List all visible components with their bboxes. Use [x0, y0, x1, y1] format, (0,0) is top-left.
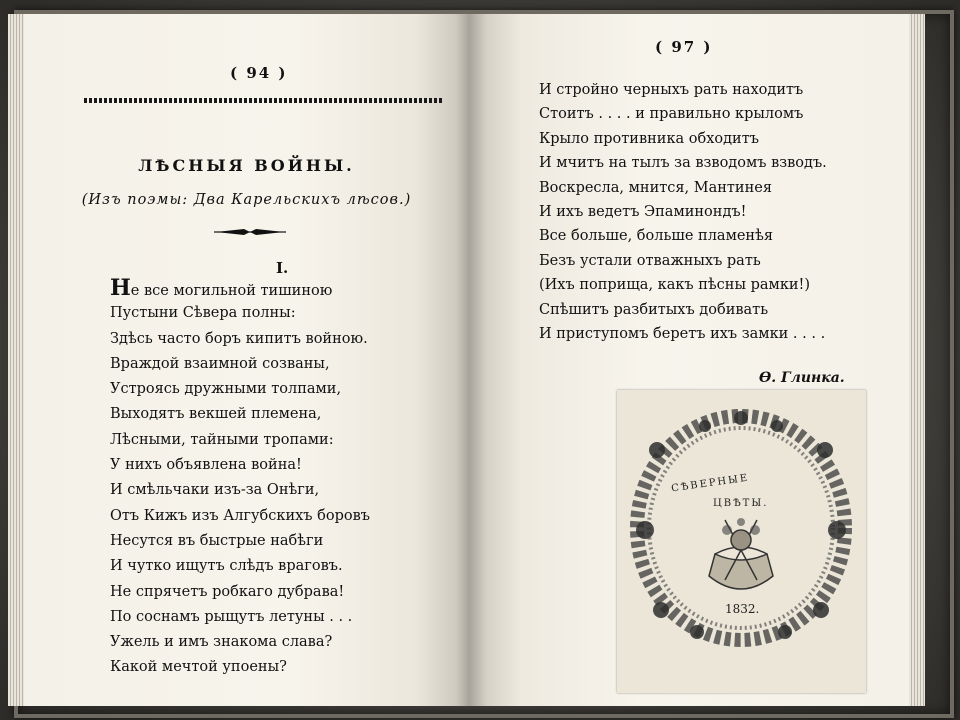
right-page-edges [909, 14, 925, 706]
poem-line: Воскресла, мнится, Мантинея [539, 179, 772, 196]
poem-line: Устроясь дружными толпами, [110, 381, 342, 398]
poem-line: Несутся въ быстрые набѣги [110, 532, 324, 549]
poem-line: Безъ устали отважныхъ рать [539, 252, 761, 269]
poem-line: Все больше, больше пламенѣя [539, 228, 773, 245]
section-number: I. [276, 259, 289, 277]
poem-line: И ихъ ведетъ Эпаминондъ! [539, 203, 747, 220]
poem-line: Крыло противника обходитъ [539, 130, 759, 147]
poem-line: И мчитъ на тылъ за взводомъ взводъ. [539, 155, 827, 172]
poem-line: Здѣсь часто боръ кипитъ войною. [110, 330, 368, 347]
poem-line: И чутко ищутъ слѣдъ враговъ. [110, 558, 343, 575]
drop-cap: Н [110, 275, 131, 301]
poem-lines-left [110, 276, 370, 681]
floral-wreath-illustration [617, 390, 866, 693]
poem-line: Не спрячетъ робкаго дубрава! [110, 583, 345, 600]
poem-line: (Ихъ поприща, какъ пѣсны рамки!) [539, 277, 811, 294]
author-signature: Ѳ. Глинка. [759, 370, 845, 386]
poem-line: По соснамъ рыщутъ летуны . . . [110, 608, 353, 625]
dotted-rule [84, 98, 444, 103]
left-page-edges [8, 14, 24, 706]
poem-line: Ужель и имъ знакома слава? [110, 634, 333, 651]
poem-line: Пустыни Сѣвера полны: [110, 305, 296, 322]
almanac-title-line2: ЦВѢТЫ. [713, 498, 769, 509]
poem-line: Выходятъ векшей племена, [110, 406, 322, 423]
left-page-number: ( 94 ) [230, 64, 288, 82]
poem-line: Отъ Кижъ изъ Алгубскихъ боровъ [110, 507, 370, 524]
almanac-title-line1: СѢВЕРНЫЕ [670, 472, 750, 495]
almanac-year: 1832. [725, 602, 760, 616]
ornament-rule [214, 225, 286, 239]
poem-line: И приступомъ беретъ ихъ замки . . . . [539, 325, 826, 342]
poem-line: И стройно черныхъ рать находитъ [539, 82, 804, 98]
poem-line: Враждой взаимной созваны, [110, 355, 330, 372]
almanac-cover-image [617, 390, 866, 693]
poem-line: Спѣшитъ разбитыхъ добивать [539, 301, 769, 318]
poem-line: Лѣсными, тайными тропами: [110, 431, 334, 448]
left-page [24, 14, 469, 706]
poem-line: Не все могильной тишиною [110, 275, 333, 301]
poem-lines-right [539, 78, 827, 346]
poem-subtitle: (Изъ поэмы: Два Карельскихъ лѣсов.) [81, 192, 412, 208]
poem-line: Какой мечтой упоены? [110, 659, 287, 676]
poem-line: И смѣльчаки изъ-за Онѣги, [110, 482, 320, 499]
poem-line: У нихъ объявлена война! [110, 457, 302, 474]
poem-title: ЛѢСНЫЯ ВОЙНЫ. [138, 156, 355, 175]
poem-line: Стоитъ . . . . и правильно крыломъ [539, 106, 804, 123]
right-page-number: ( 97 ) [655, 38, 713, 56]
